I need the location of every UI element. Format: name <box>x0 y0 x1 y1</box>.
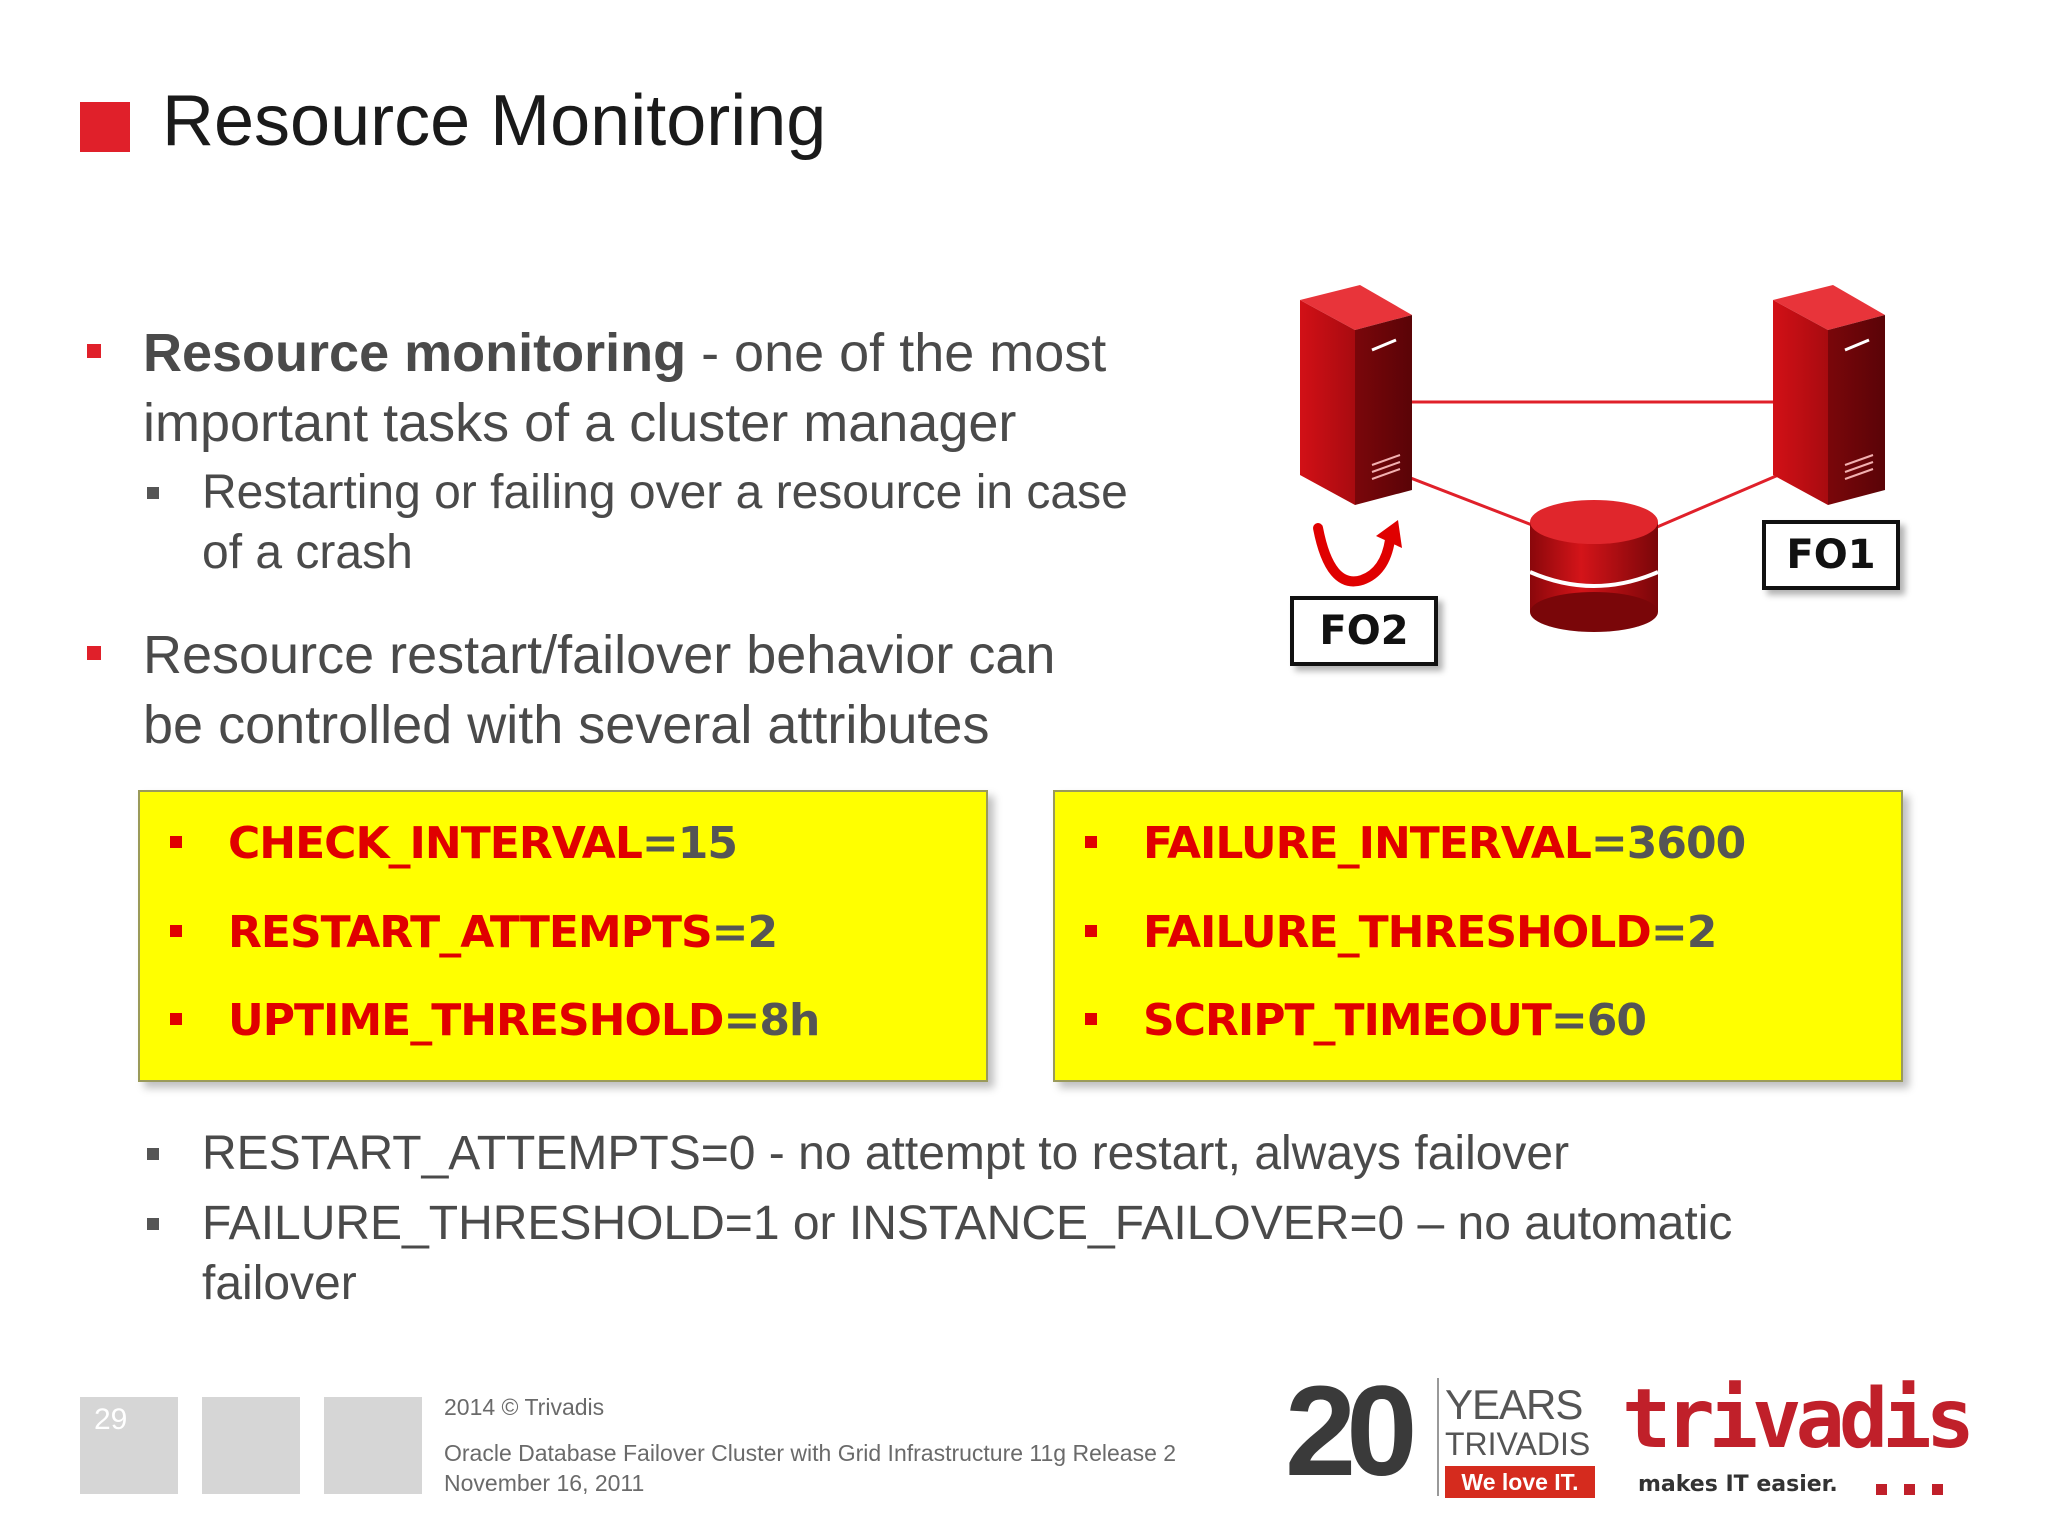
footer-box <box>202 1397 300 1494</box>
database-disk-icon <box>1530 500 1658 632</box>
server-icon-right <box>1773 285 1885 505</box>
attribute-item <box>1143 818 1745 869</box>
brand-dot <box>1876 1484 1887 1495</box>
attribute-marker <box>1085 1013 1097 1025</box>
attribute-value: =3600 <box>1590 818 1746 869</box>
node-label-box-fo1 <box>1762 520 1900 590</box>
node-label-fo1: FO1 <box>1786 532 1876 578</box>
attribute-key: FAILURE_INTERVAL <box>1143 818 1591 869</box>
attribute-item <box>228 907 777 958</box>
trivadis-logo <box>1622 1372 1982 1502</box>
attribute-key: FAILURE_THRESHOLD <box>1143 907 1651 958</box>
bullet-text: - one of the most <box>686 323 1107 383</box>
attribute-item <box>228 995 819 1046</box>
note-failure-threshold <box>202 1194 1732 1314</box>
anniversary-tagline: We love IT. <box>1445 1466 1595 1498</box>
logo-divider <box>1437 1378 1439 1496</box>
attribute-key: UPTIME_THRESHOLD <box>228 995 724 1046</box>
sub-bullet-line2: of a crash <box>202 526 413 579</box>
attribute-value: =60 <box>1550 995 1646 1046</box>
brand-dot <box>1932 1484 1943 1495</box>
attribute-marker <box>1085 925 1097 937</box>
node-label-box-fo2 <box>1290 596 1438 666</box>
attribute-marker <box>170 925 182 937</box>
attribute-box-left <box>138 790 988 1082</box>
attribute-key: SCRIPT_TIMEOUT <box>1143 995 1551 1046</box>
attribute-item <box>228 818 737 869</box>
note-restart-attempts <box>202 1124 1569 1184</box>
anniversary-logo <box>1285 1360 1600 1503</box>
attribute-value: =15 <box>641 818 737 869</box>
link-line <box>1390 470 1545 530</box>
bullet-text-line2: important tasks of a cluster manager <box>143 393 1017 453</box>
anniversary-years: YEARS <box>1445 1381 1583 1428</box>
page-number-box <box>80 1397 178 1494</box>
note-marker <box>147 1218 159 1230</box>
bullet-line2: be controlled with several attributes <box>143 695 990 755</box>
attribute-value: =2 <box>1650 907 1717 958</box>
footer-box <box>324 1397 422 1494</box>
attribute-box-right <box>1053 790 1903 1082</box>
bullet-bold-text: Resource monitoring <box>143 323 687 383</box>
page-number: 29 <box>94 1403 128 1436</box>
anniversary-number: 20 <box>1285 1360 1408 1503</box>
attribute-value: =2 <box>711 907 778 958</box>
attribute-key: CHECK_INTERVAL <box>228 818 642 869</box>
attribute-marker <box>170 836 182 848</box>
brand-name: trivadis <box>1622 1372 1969 1467</box>
slide-title: Resource Monitoring <box>162 81 827 161</box>
sub-bullet-line1: Restarting or failing over a resource in case <box>202 466 1128 519</box>
server-icon-left <box>1300 285 1412 505</box>
attribute-marker <box>170 1013 182 1025</box>
footer-copyright: 2014 © Trivadis <box>444 1394 605 1420</box>
note-line1: FAILURE_THRESHOLD=1 or INSTANCE_FAILOVER=0 – no automatic <box>202 1197 1733 1250</box>
attribute-item <box>1143 907 1716 958</box>
attribute-value: =8h <box>723 995 820 1046</box>
anniversary-company: TRIVADIS <box>1445 1426 1591 1462</box>
footer-presentation-title: Oracle Database Failover Cluster with Grid Infrastructure 11g Release 2 <box>444 1440 1177 1466</box>
attribute-item <box>1143 995 1646 1046</box>
brand-dot <box>1904 1484 1915 1495</box>
attribute-marker <box>1085 836 1097 848</box>
restart-arrow-icon <box>1318 520 1402 581</box>
note-line1: RESTART_ATTEMPTS=0 - no attempt to restart, always failover <box>202 1127 1570 1180</box>
note-marker <box>147 1148 159 1160</box>
node-label-fo2: FO2 <box>1319 608 1409 654</box>
footer-date: November 16, 2011 <box>444 1470 645 1496</box>
note-line2: failover <box>202 1257 357 1310</box>
brand-tagline: makes IT easier. <box>1638 1472 1838 1497</box>
attribute-key: RESTART_ATTEMPTS <box>228 907 712 958</box>
bullet-line1: Resource restart/failover behavior can <box>143 625 1056 685</box>
